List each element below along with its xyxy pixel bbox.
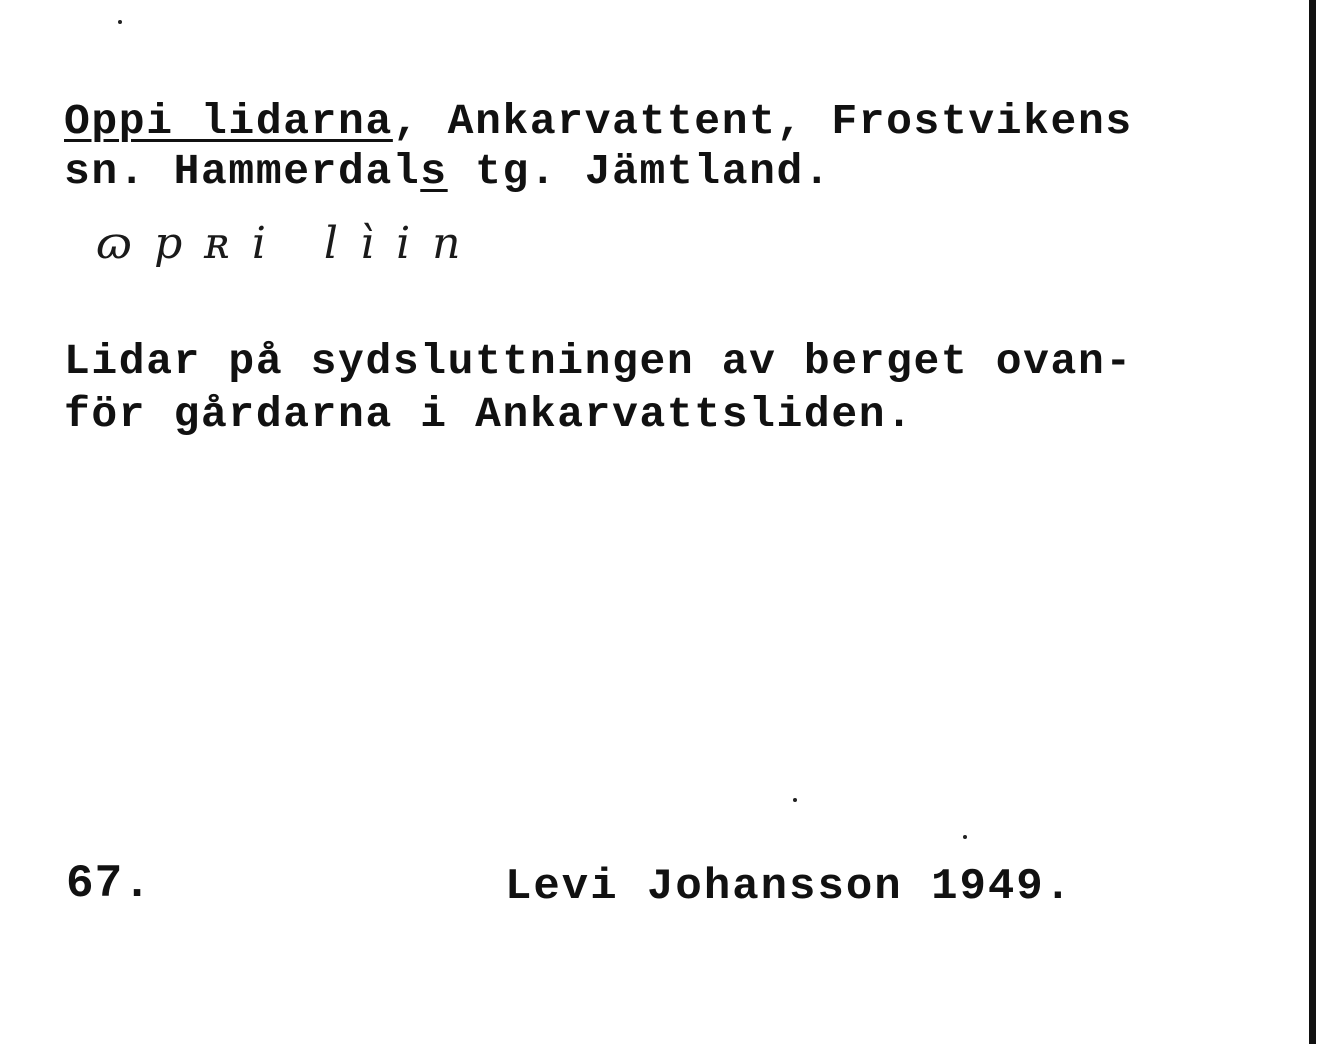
- speck: [118, 20, 122, 24]
- heading-location-2a: sn. Hammerdal: [64, 147, 421, 196]
- recorder-and-year: Levi Johansson 1949.: [505, 862, 1074, 912]
- speck: [793, 798, 797, 802]
- card-number: 67.: [66, 858, 152, 910]
- card-edge-border: [1309, 0, 1316, 1044]
- speck: [963, 835, 967, 839]
- heading-location-2b: tg. Jämtland.: [447, 147, 832, 196]
- description-line-1: Lidar på sydsluttningen av berget ovan-: [64, 337, 1133, 386]
- place-name: Oppi lidarna: [64, 97, 393, 146]
- description-line-2: för gårdarna i Ankarvattsliden.: [64, 390, 914, 439]
- heading-line-1: [64, 97, 1133, 146]
- heading-line-2: [64, 147, 832, 196]
- phonetic-text: ɷpʀi lìin: [96, 218, 483, 269]
- phonetic-transcription: [96, 218, 656, 308]
- heading-location-2-underlined: s: [420, 147, 448, 196]
- heading-location-1: , Ankarvattent, Frostvikens: [392, 97, 1133, 146]
